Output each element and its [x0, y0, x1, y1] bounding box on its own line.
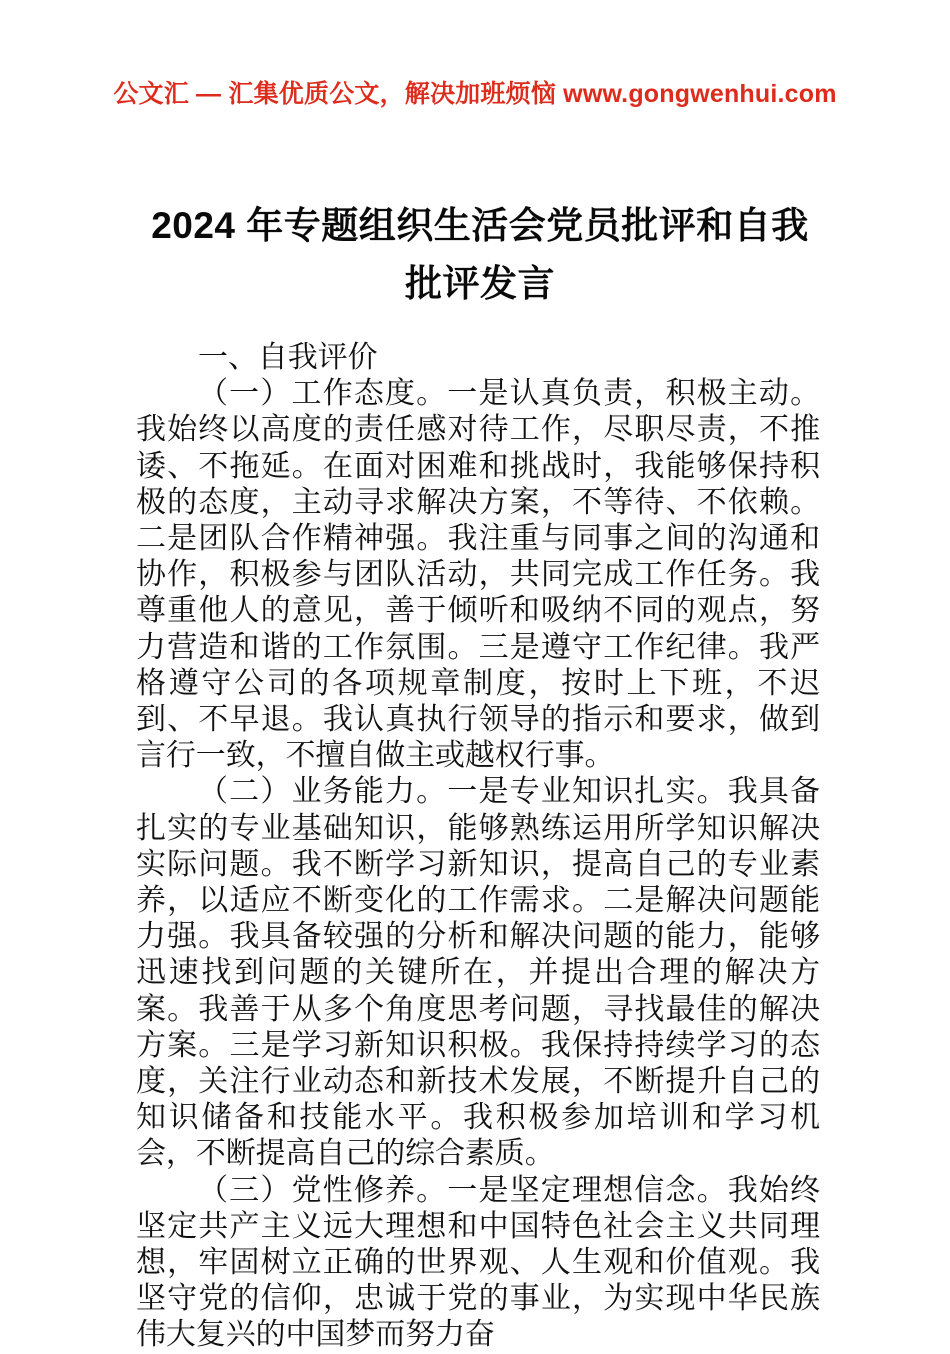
paragraph-party-spirit: （三）党性修养。一是坚定理想信念。我始终坚定共产主义远大理想和中国特色社会主义共同理想，牢固树立正确的世界观、人生观和价值观。我坚守党的信仰，忠诚于党的事业，为实现中华民族伟大复兴的中国梦而努力奋	[136, 1173, 820, 1352]
document-body	[136, 340, 820, 1354]
section-heading-self-evaluation: 一、自我评价	[198, 341, 378, 374]
paragraph-work-attitude: （一）工作态度。一是认真负责，积极主动。我始终以高度的责任感对待工作，尽职尽责，不推诿、不拖延。在面对困难和挑战时，我能够保持积极的态度，主动寻求解决方案，不等待、不依赖。二是团队合作精神强。我注重与同事之间的沟通和协作，积极参与团队活动，共同完成工作任务。我尊重他人的意见，善于倾听和吸纳不同的观点，努力营造和谐的工作氛围。三是遵守工作纪律。我严格遵守公司的各项规章制度，按时上下班，不迟到、不早退。我认真执行领导的指示和要求，做到言行一致，不擅自做主或越权行事。	[136, 377, 820, 773]
paragraph-professional-ability: （二）业务能力。一是专业知识扎实。我具备扎实的专业基础知识，能够熟练运用所学知识解决实际问题。我不断学习新知识，提高自己的专业素养，以适应不断变化的工作需求。二是解决问题能力强。我具备较强的分析和解决问题的能力，能够迅速找到问题的关键所在，并提出合理的解决方案。我善于从多个角度思考问题，寻找最佳的解决方案。三是学习新知识积极。我保持持续学习的态度，关注行业动态和新技术发展，不断提升自己的知识储备和技能水平。我积极参加培训和学习机会，不断提高自己的综合素质。	[136, 775, 820, 1171]
watermark-url-text: www.gongwenhui.com	[563, 80, 837, 108]
page-title: 2024 年专题组织生活会党员批评和自我批评发言	[151, 204, 809, 304]
watermark-banner	[0, 78, 950, 110]
watermark-brand-text: 公文汇 — 汇集优质公文，解决加班烦恼	[113, 80, 557, 108]
